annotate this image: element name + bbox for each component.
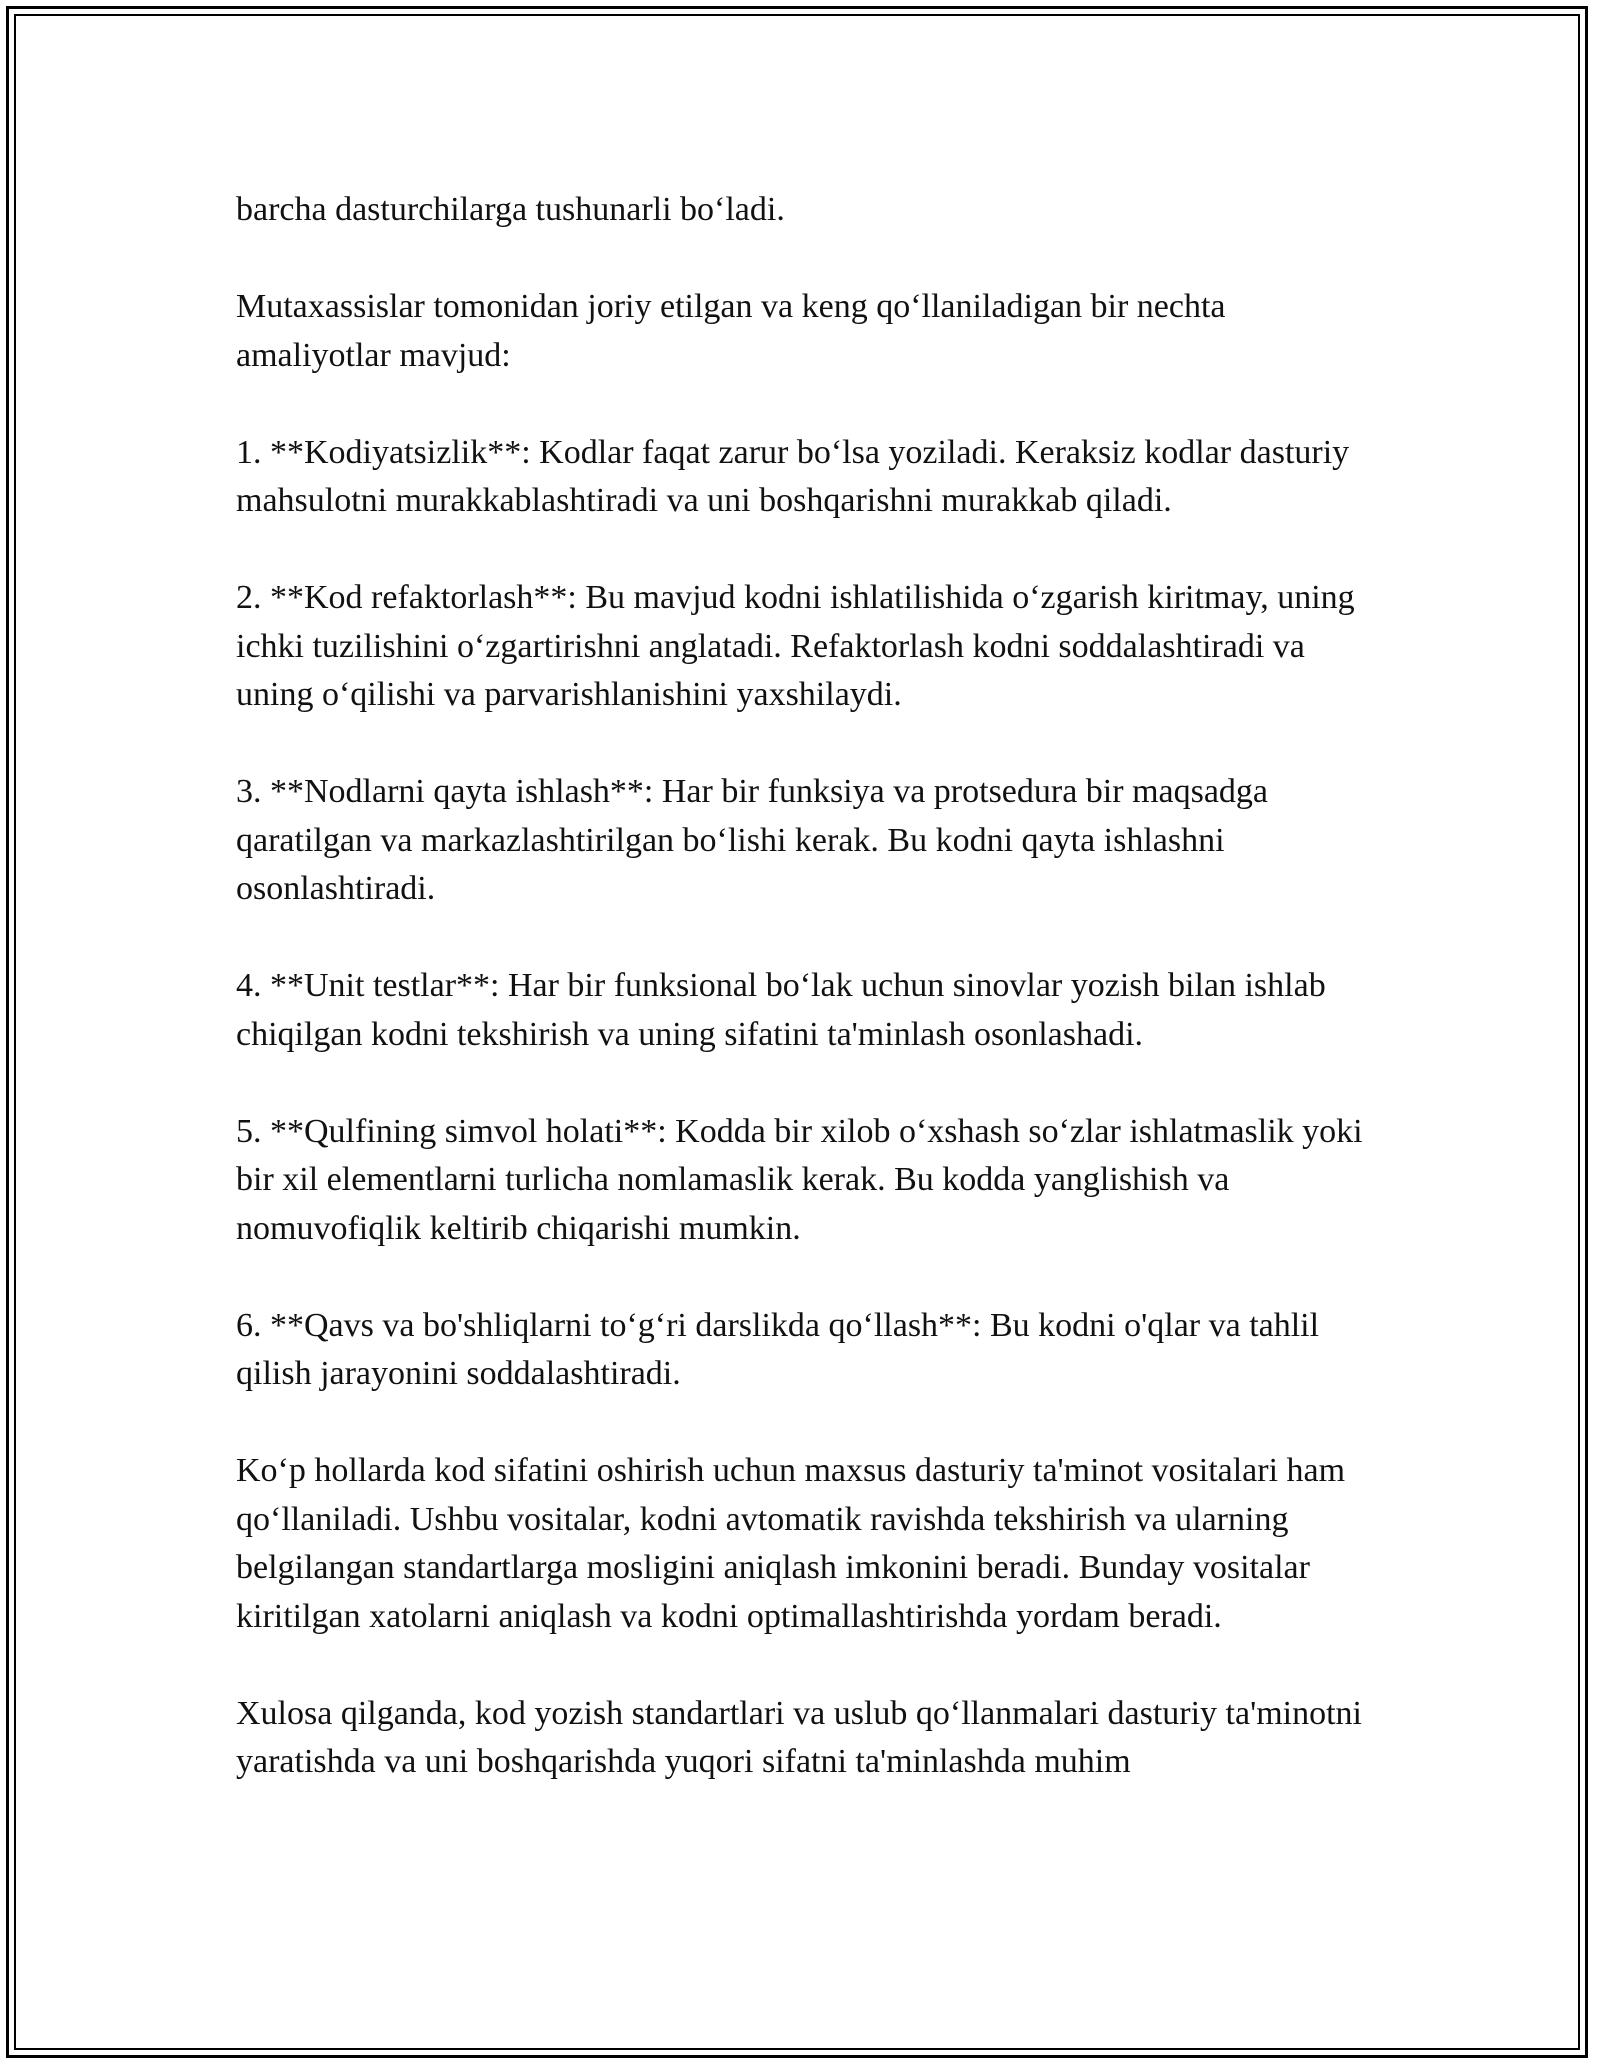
list-item-1: 1. **Kodiyatsizlik**: Kodlar faqat zarur bo‘lsa yoziladi. Keraksiz kodlar dasturiy mahsulotni murakkablashtiradi va uni boshqarishni murakkab qiladi. xyxy=(236,433,1350,519)
paragraph-intro-continuation: barcha dasturchilarga tushunarli bo‘ladi. xyxy=(236,191,785,228)
list-item-4: 4. **Unit testlar**: Har bir funksional bo‘lak uchun sinovlar yozish bilan ishlab chiqilgan kodni tekshirish va uning sifatini ta'minlash osonlashadi. xyxy=(236,967,1326,1053)
list-item-3: 3. **Nodlarni qayta ishlash**: Har bir funksiya va protsedura bir maqsadga qaratilgan va markazlashtirilgan bo‘lishi kerak. Bu kodni qayta ishlashni osonlashtiradi. xyxy=(236,773,1269,907)
list-item-2: 2. **Kod refaktorlash**: Bu mavjud kodni ishlatilishida o‘zgarish kiritmay, uning ichki tuzilishini o‘zgartirishni anglatadi. Refaktorlash kodni soddalashtiradi va uning o‘qilishi va parvarishlanishini yaxshilaydi. xyxy=(236,579,1355,713)
paragraph-conclusion: Xulosa qilganda, kod yozish standartlari va uslub qo‘llanmalari dasturiy ta'minotni yaratishda va uni boshqarishda yuqori sifatni ta'minlashda muhim xyxy=(236,1694,1363,1780)
paragraph-tools: Ko‘p hollarda kod sifatini oshirish uchun maxsus dasturiy ta'minot vositalari ham qo‘llaniladi. Ushbu vositalar, kodni avtomatik ravishda tekshirish va ularning belgilangan standartlarga mosligini aniqlash imkonini beradi. Bunday vositalar kiritilgan xatolarni aniqlash va kodni optimallashtirishda yordam beradi. xyxy=(236,1452,1346,1635)
paragraph-practices-intro: Mutaxassislar tomonidan joriy etilgan va keng qo‘llaniladigan bir nechta amaliyotlar mavjud: xyxy=(236,288,1226,374)
list-item-5: 5. **Qulfining simvol holati**: Kodda bir xilob o‘xshash so‘zlar ishlatmaslik yoki bir xil elementlarni turlicha nomlamaslik kerak. Bu kodda yanglishish va nomuvofiqlik keltirib chiqarishi mumkin. xyxy=(236,1112,1363,1247)
list-item-6: 6. **Qavs va bo'shliqlarni to‘g‘ri darslikda qo‘llash**: Bu kodni o'qlar va tahlil qilish jarayonini soddalashtiradi. xyxy=(236,1306,1320,1392)
document-body xyxy=(236,186,1366,1787)
